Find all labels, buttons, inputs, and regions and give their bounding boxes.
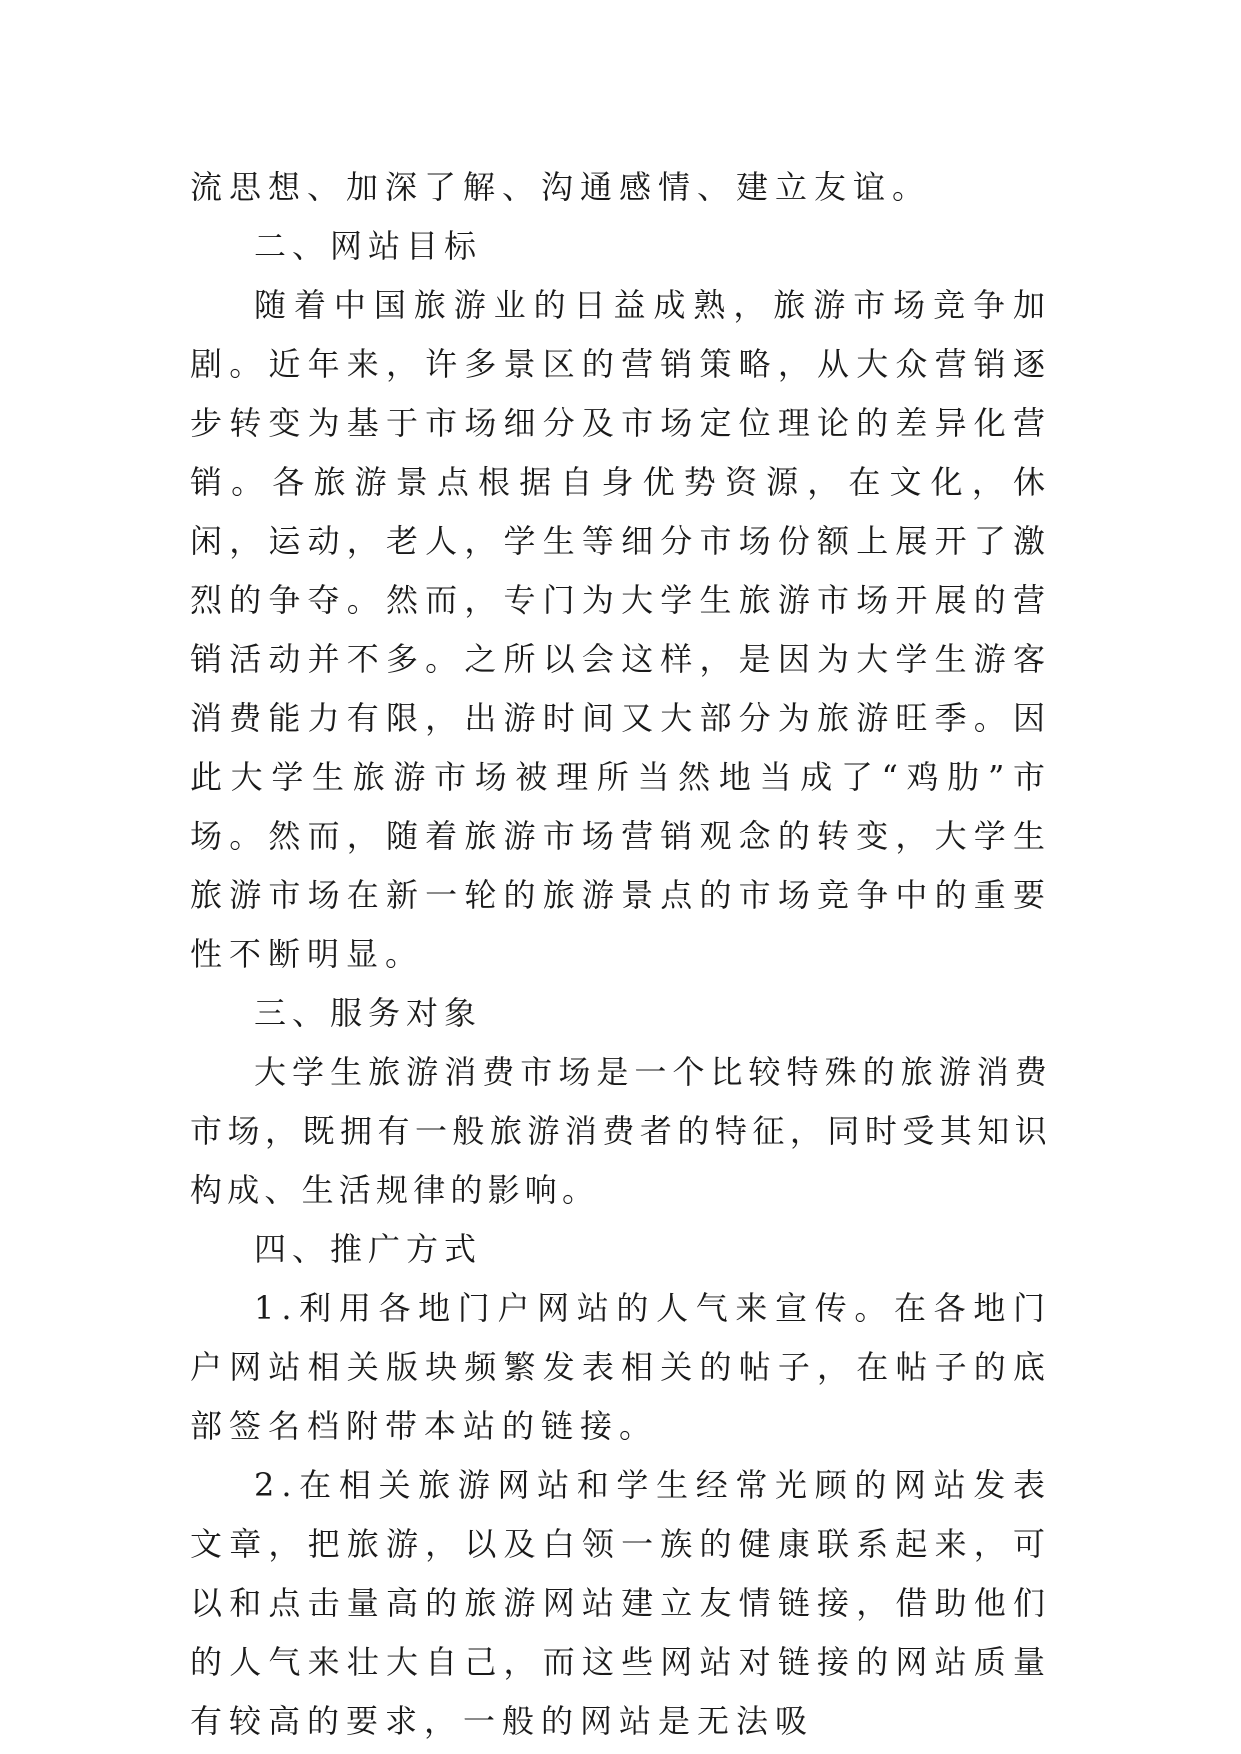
paragraph-service-target: 大学生旅游消费市场是一个比较特殊的旅游消费市场，既拥有一般旅游消费者的特征，同时受其知识构成、生活规律的影响。: [190, 1053, 1052, 1209]
section-heading-service-target: 三、服务对象: [254, 994, 483, 1032]
paragraph-promotion-method-2: 2.在相关旅游网站和学生经常光顾的网站发表文章，把旅游，以及白领一族的健康联系起来，可以和点击量高的旅游网站建立友情链接，借助他们的人气来壮大自己，而这些网站对链接的网站质量有较高的要求，一般的网站是无法吸: [190, 1466, 1052, 1740]
paragraph-continuation: 流思想、加深了解、沟通感情、建立友谊。: [190, 168, 932, 206]
section-heading-website-goal: 二、网站目标: [254, 227, 483, 265]
paragraph-website-goal: 随着中国旅游业的日益成熟，旅游市场竞争加剧。近年来，许多景区的营销策略，从大众营销逐步转变为基于市场细分及市场定位理论的差异化营销。各旅游景点根据自身优势资源，在文化，休闲，运动，老人，学生等细分市场份额上展开了激烈的争夺。然而，专门为大学生旅游市场开展的营销活动并不多。之所以会这样，是因为大学生游客消费能力有限，出游时间又大部分为旅游旺季。因此大学生旅游市场被理所当然地当成了“鸡肋”市场。然而，随着旅游市场营销观念的转变，大学生旅游市场在新一轮的旅游景点的市场竞争中的重要性不断明显。: [190, 286, 1052, 973]
paragraph-promotion-method-1: 1.利用各地门户网站的人气来宣传。在各地门户网站相关版块频繁发表相关的帖子，在帖子的底部签名档附带本站的链接。: [190, 1289, 1052, 1445]
document-body: [190, 158, 1052, 1751]
section-heading-promotion-method: 四、推广方式: [254, 1230, 483, 1268]
